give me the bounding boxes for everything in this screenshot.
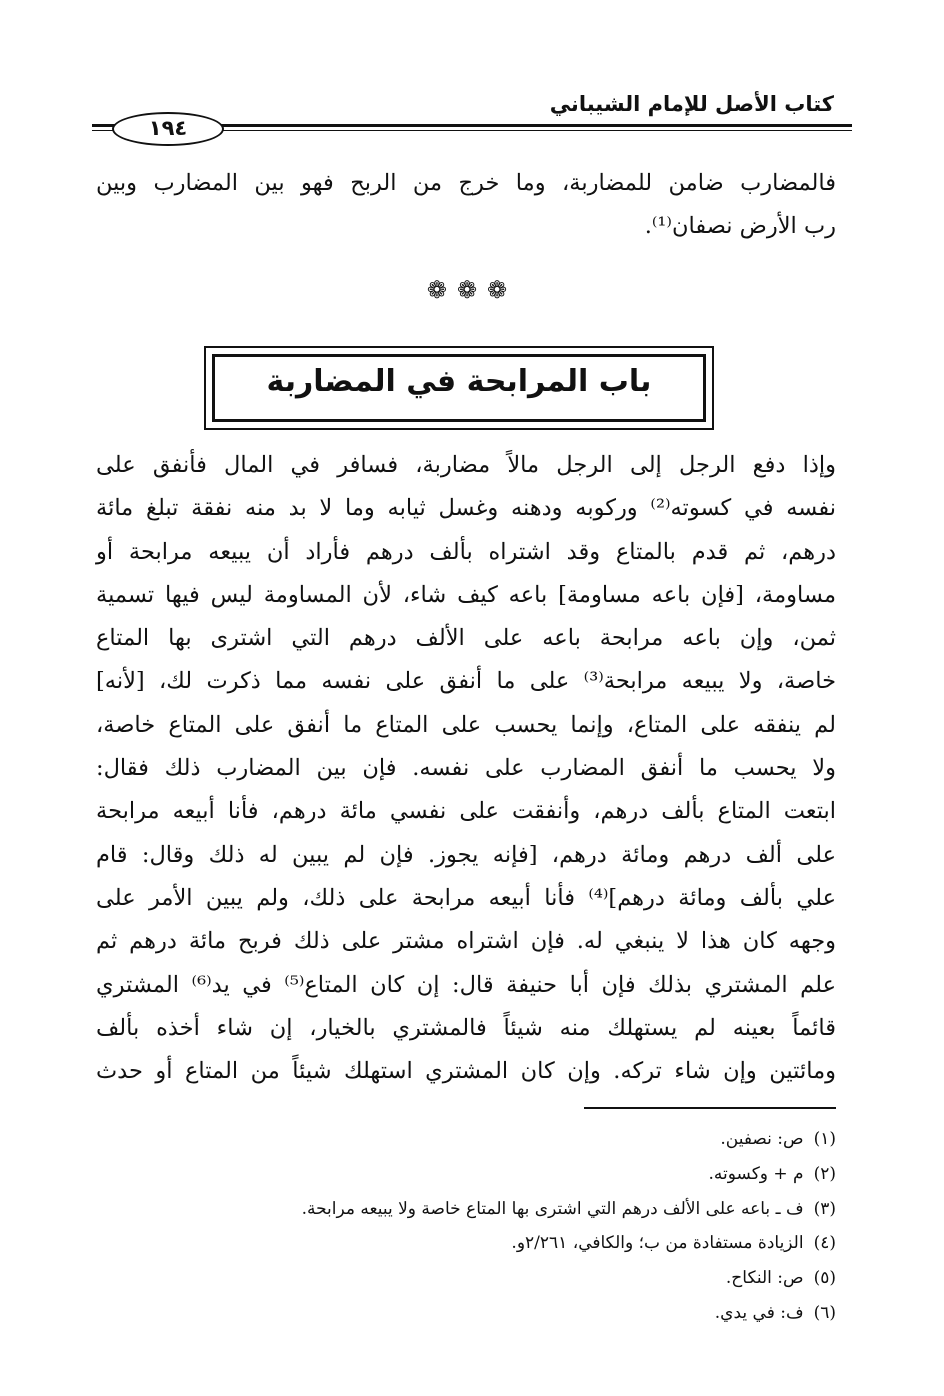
text-line: فالمضارب ضامن للمضاربة، وما خرج من الربح فهو بين المضارب وبين — [96, 170, 836, 196]
footnote-text: م + وكسوته. — [708, 1163, 804, 1184]
body-paragraph — [96, 444, 836, 1093]
footnote — [96, 1122, 836, 1157]
footnote-number: (٣) — [813, 1198, 836, 1219]
text-line: لم ينفقه على المتاع، وإنما يحسب على المتاع ما أنفق على المتاع خاصة، — [96, 711, 836, 738]
text-line: درهم، ثم قدم بالمتاع وقد اشتراه بألف درهم فأراد أن يبيعه مرابحة أو — [96, 538, 836, 565]
text-line: ابتعت المتاع بألف درهم، وأنفقت على نفسي مائة درهم، فأنا أبيعه مرابحة — [96, 798, 836, 825]
text-line: ولا يحسب ما أنفق المضارب على نفسه. فإن بين المضارب ذلك فقال: — [96, 755, 836, 782]
footnote-text: الزيادة مستفادة من ب؛ والكافي، ٢/٢٦١و. — [511, 1233, 804, 1254]
text-line: قائماً بعينه لم يستهلك منه شيئاً فالمشتري بالخيار، إن شاء أخذه بألف — [96, 1014, 836, 1041]
footnote-number: (٢) — [813, 1163, 836, 1184]
text-line: علي بألف ومائة درهم]⁽⁴⁾ فأنا أبيعه مرابحة على ذلك، ولم يبين الأمر على — [96, 884, 836, 911]
footnote-number: (١) — [813, 1129, 836, 1149]
text-line: ثمن، وإن باعه مرابحة باعه على الألف درهم التي اشترى بها المتاع — [96, 625, 836, 652]
chapter-title-frame — [204, 346, 714, 430]
footnote-text: ف ـ باعه على الألف درهم التي اشترى بها المتاع خاصة ولا يبيعه مرابحة. — [301, 1198, 804, 1219]
footnote — [96, 1157, 836, 1192]
text-line: نفسه في كسوته⁽²⁾ وركوبه ودهنه وغسل ثيابه وما لا بد منه نفقة تبلغ مائة — [96, 495, 836, 522]
footnote-number: (٥) — [813, 1268, 836, 1289]
section-separator: ❁❁❁ — [426, 276, 518, 304]
footnotes — [96, 1122, 836, 1331]
text-line: رب الأرض نصفان⁽¹⁾. — [644, 213, 836, 240]
book-title: كتاب الأصل للإمام الشيباني — [549, 92, 834, 116]
text-line: وإذا دفع الرجل إلى الرجل مالاً مضاربة، فسافر في المال فأنفق على — [96, 452, 836, 478]
text-line: علم المشتري بذلك فإن أبا حنيفة قال: إن كان المتاع⁽⁵⁾ في يد⁽⁶⁾ المشتري — [96, 971, 836, 998]
text-line: خاصة، ولا يبيعه مرابحة⁽³⁾ على ما أنفق على نفسه مما ذكرت لك، [لأنه] — [96, 668, 836, 695]
text-line: ومائتين وإن شاء تركه. وإن كان المشتري استهلك شيئاً من المتاع أو حدث — [96, 1058, 836, 1085]
footnote-number: (٤) — [813, 1233, 836, 1254]
footnote-text: ص: النكاح. — [725, 1268, 804, 1289]
footnote-text: ف: في يدي. — [714, 1302, 804, 1323]
page-number: ١٩٤ — [112, 112, 224, 146]
text-line: على ألف درهم ومائة درهم، [فإنه يجوز. فإن لم يبين له ذلك وقال: قام — [96, 841, 836, 868]
footnote-text: ص: نصفين. — [720, 1129, 804, 1149]
footnote-number: (٦) — [813, 1302, 836, 1323]
text-line: مساومة، [فإن باعه مساومة] باعه كيف شاء، لأن المساومة ليس فيها تسمية — [96, 581, 836, 608]
footnote-separator — [584, 1107, 836, 1109]
footnote — [96, 1192, 836, 1227]
footnote — [96, 1296, 836, 1331]
intro-paragraph — [96, 162, 836, 249]
footnote — [96, 1226, 836, 1261]
chapter-title: باب المرابحة في المضاربة — [266, 364, 652, 399]
footnote — [96, 1261, 836, 1296]
text-line: وجهه كان هذا لا ينبغي له. فإن اشتراه مشتر على ذلك فربح مائة درهم ثم — [96, 928, 836, 955]
